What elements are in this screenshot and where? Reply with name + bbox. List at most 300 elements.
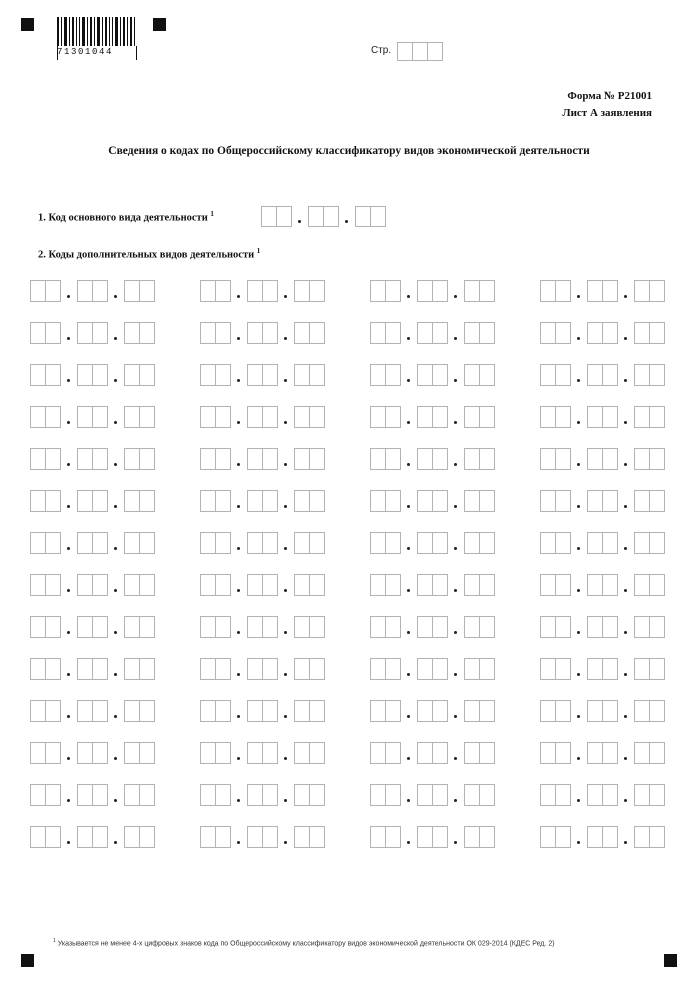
code-digit-cell[interactable]: [309, 322, 325, 344]
code-cell-group[interactable]: [587, 406, 617, 428]
code-digit-cell[interactable]: [370, 658, 386, 680]
code-digit-cell[interactable]: [262, 364, 278, 386]
code-cell-group[interactable]: [200, 490, 230, 512]
code-digit-cell[interactable]: [215, 406, 231, 428]
code-digit-cell[interactable]: [77, 406, 93, 428]
code-cell-group[interactable]: [30, 616, 60, 638]
code-cell-group[interactable]: [124, 784, 154, 806]
code-digit-cell[interactable]: [432, 826, 448, 848]
code-digit-cell[interactable]: [262, 322, 278, 344]
code-digit-cell[interactable]: [45, 490, 61, 512]
code-digit-cell[interactable]: [309, 364, 325, 386]
code-cell-group[interactable]: [540, 532, 570, 554]
code-cell-group[interactable]: [77, 364, 107, 386]
code-digit-cell[interactable]: [417, 532, 433, 554]
code-digit-cell[interactable]: [385, 364, 401, 386]
code-cell-group[interactable]: [77, 448, 107, 470]
code-digit-cell[interactable]: [649, 700, 665, 722]
code-digit-cell[interactable]: [92, 448, 108, 470]
code-cell-group[interactable]: [124, 448, 154, 470]
code-digit-cell[interactable]: [370, 532, 386, 554]
code-cell-group[interactable]: [464, 616, 494, 638]
code-cell-group[interactable]: [247, 406, 277, 428]
code-cell-group[interactable]: [30, 574, 60, 596]
code-digit-cell[interactable]: [555, 574, 571, 596]
code-cell-group[interactable]: [540, 574, 570, 596]
code-digit-cell[interactable]: [385, 406, 401, 428]
code-digit-cell[interactable]: [200, 280, 216, 302]
code-digit-cell[interactable]: [309, 826, 325, 848]
code-digit-cell[interactable]: [634, 448, 650, 470]
code-digit-cell[interactable]: [309, 406, 325, 428]
code-digit-cell[interactable]: [649, 364, 665, 386]
code-digit-cell[interactable]: [30, 826, 46, 848]
code-cell-group[interactable]: [200, 364, 230, 386]
code-digit-cell[interactable]: [385, 532, 401, 554]
code-cell-group[interactable]: [247, 574, 277, 596]
code-digit-cell[interactable]: [649, 448, 665, 470]
code-digit-cell[interactable]: [417, 280, 433, 302]
code-digit-cell[interactable]: [294, 490, 310, 512]
code-cell-group[interactable]: [124, 406, 154, 428]
code-digit-cell[interactable]: [540, 784, 556, 806]
additional-activity-code-field[interactable]: [200, 490, 370, 512]
code-digit-cell[interactable]: [77, 574, 93, 596]
code-digit-cell[interactable]: [649, 532, 665, 554]
code-cell-group[interactable]: [77, 322, 107, 344]
code-digit-cell[interactable]: [247, 322, 263, 344]
code-digit-cell[interactable]: [30, 700, 46, 722]
code-digit-cell[interactable]: [370, 574, 386, 596]
code-digit-cell[interactable]: [540, 448, 556, 470]
code-digit-cell[interactable]: [602, 322, 618, 344]
code-digit-cell[interactable]: [30, 280, 46, 302]
code-cell-group[interactable]: [370, 574, 400, 596]
code-digit-cell[interactable]: [215, 280, 231, 302]
code-cell-group[interactable]: [464, 784, 494, 806]
code-cell-group[interactable]: [634, 742, 664, 764]
code-digit-cell[interactable]: [262, 490, 278, 512]
code-digit-cell[interactable]: [370, 490, 386, 512]
additional-activity-code-field[interactable]: [200, 616, 370, 638]
code-digit-cell[interactable]: [649, 826, 665, 848]
additional-activity-code-field[interactable]: [30, 406, 200, 428]
code-digit-cell[interactable]: [45, 364, 61, 386]
code-digit-cell[interactable]: [309, 574, 325, 596]
code-cell-group[interactable]: [294, 364, 324, 386]
code-cell-group[interactable]: [294, 784, 324, 806]
code-digit-cell[interactable]: [200, 364, 216, 386]
code-cell-group[interactable]: [355, 206, 385, 227]
code-digit-cell[interactable]: [432, 784, 448, 806]
code-cell-group[interactable]: [30, 448, 60, 470]
code-digit-cell[interactable]: [77, 280, 93, 302]
code-digit-cell[interactable]: [92, 574, 108, 596]
code-cell-group[interactable]: [634, 406, 664, 428]
code-cell-group[interactable]: [634, 322, 664, 344]
code-digit-cell[interactable]: [540, 406, 556, 428]
additional-activity-code-field[interactable]: [370, 826, 540, 848]
code-digit-cell[interactable]: [587, 448, 603, 470]
code-cell-group[interactable]: [77, 658, 107, 680]
code-digit-cell[interactable]: [555, 532, 571, 554]
code-digit-cell[interactable]: [139, 574, 155, 596]
code-digit-cell[interactable]: [45, 742, 61, 764]
additional-activity-code-field[interactable]: [30, 574, 200, 596]
code-digit-cell[interactable]: [634, 826, 650, 848]
code-digit-cell[interactable]: [417, 658, 433, 680]
code-digit-cell[interactable]: [417, 616, 433, 638]
code-cell-group[interactable]: [540, 490, 570, 512]
code-cell-group[interactable]: [294, 742, 324, 764]
code-digit-cell[interactable]: [261, 206, 277, 227]
code-digit-cell[interactable]: [139, 616, 155, 638]
code-digit-cell[interactable]: [385, 574, 401, 596]
code-cell-group[interactable]: [370, 490, 400, 512]
code-digit-cell[interactable]: [262, 532, 278, 554]
code-digit-cell[interactable]: [634, 784, 650, 806]
code-cell-group[interactable]: [417, 742, 447, 764]
code-digit-cell[interactable]: [587, 364, 603, 386]
additional-activity-code-field[interactable]: [540, 700, 698, 722]
code-cell-group[interactable]: [540, 658, 570, 680]
code-cell-group[interactable]: [370, 448, 400, 470]
code-cell-group[interactable]: [464, 574, 494, 596]
code-digit-cell[interactable]: [385, 700, 401, 722]
code-cell-group[interactable]: [370, 826, 400, 848]
code-digit-cell[interactable]: [555, 322, 571, 344]
code-digit-cell[interactable]: [602, 616, 618, 638]
code-digit-cell[interactable]: [587, 658, 603, 680]
code-digit-cell[interactable]: [587, 574, 603, 596]
code-cell-group[interactable]: [77, 406, 107, 428]
code-digit-cell[interactable]: [139, 280, 155, 302]
code-cell-group[interactable]: [417, 322, 447, 344]
code-digit-cell[interactable]: [77, 364, 93, 386]
code-digit-cell[interactable]: [587, 322, 603, 344]
code-digit-cell[interactable]: [385, 490, 401, 512]
code-cell-group[interactable]: [587, 364, 617, 386]
code-digit-cell[interactable]: [649, 658, 665, 680]
code-digit-cell[interactable]: [200, 826, 216, 848]
additional-activity-code-field[interactable]: [200, 364, 370, 386]
code-digit-cell[interactable]: [555, 742, 571, 764]
code-cell-group[interactable]: [247, 784, 277, 806]
code-cell-group[interactable]: [124, 826, 154, 848]
code-digit-cell[interactable]: [540, 826, 556, 848]
code-digit-cell[interactable]: [309, 784, 325, 806]
code-digit-cell[interactable]: [200, 574, 216, 596]
code-digit-cell[interactable]: [139, 406, 155, 428]
code-digit-cell[interactable]: [30, 784, 46, 806]
code-digit-cell[interactable]: [634, 700, 650, 722]
code-digit-cell[interactable]: [294, 658, 310, 680]
code-digit-cell[interactable]: [385, 784, 401, 806]
code-digit-cell[interactable]: [479, 826, 495, 848]
code-cell-group[interactable]: [124, 364, 154, 386]
code-digit-cell[interactable]: [479, 742, 495, 764]
code-cell-group[interactable]: [247, 322, 277, 344]
additional-activity-code-field[interactable]: [200, 574, 370, 596]
code-cell-group[interactable]: [77, 280, 107, 302]
code-digit-cell[interactable]: [92, 280, 108, 302]
code-digit-cell[interactable]: [215, 700, 231, 722]
code-digit-cell[interactable]: [30, 448, 46, 470]
code-digit-cell[interactable]: [139, 322, 155, 344]
code-digit-cell[interactable]: [124, 742, 140, 764]
code-cell-group[interactable]: [587, 616, 617, 638]
code-digit-cell[interactable]: [262, 574, 278, 596]
code-digit-cell[interactable]: [309, 742, 325, 764]
code-digit-cell[interactable]: [215, 784, 231, 806]
code-cell-group[interactable]: [370, 322, 400, 344]
code-digit-cell[interactable]: [139, 700, 155, 722]
code-digit-cell[interactable]: [262, 448, 278, 470]
code-cell-group[interactable]: [540, 406, 570, 428]
code-digit-cell[interactable]: [370, 448, 386, 470]
code-cell-group[interactable]: [124, 742, 154, 764]
code-cell-group[interactable]: [200, 784, 230, 806]
code-digit-cell[interactable]: [370, 784, 386, 806]
code-cell-group[interactable]: [124, 280, 154, 302]
code-digit-cell[interactable]: [30, 532, 46, 554]
code-digit-cell[interactable]: [649, 574, 665, 596]
code-cell-group[interactable]: [294, 280, 324, 302]
code-cell-group[interactable]: [77, 742, 107, 764]
code-cell-group[interactable]: [464, 322, 494, 344]
code-digit-cell[interactable]: [634, 322, 650, 344]
code-cell-group[interactable]: [634, 532, 664, 554]
code-digit-cell[interactable]: [200, 658, 216, 680]
code-digit-cell[interactable]: [602, 574, 618, 596]
code-digit-cell[interactable]: [30, 490, 46, 512]
code-digit-cell[interactable]: [323, 206, 339, 227]
code-digit-cell[interactable]: [124, 280, 140, 302]
code-cell-group[interactable]: [634, 658, 664, 680]
code-cell-group[interactable]: [200, 280, 230, 302]
code-digit-cell[interactable]: [247, 784, 263, 806]
code-digit-cell[interactable]: [385, 658, 401, 680]
code-digit-cell[interactable]: [464, 532, 480, 554]
code-digit-cell[interactable]: [649, 406, 665, 428]
additional-activity-code-field[interactable]: [200, 448, 370, 470]
code-digit-cell[interactable]: [139, 490, 155, 512]
code-digit-cell[interactable]: [385, 826, 401, 848]
code-digit-cell[interactable]: [92, 700, 108, 722]
additional-activity-code-field[interactable]: [200, 322, 370, 344]
code-digit-cell[interactable]: [309, 490, 325, 512]
code-digit-cell[interactable]: [479, 280, 495, 302]
code-cell-group[interactable]: [200, 448, 230, 470]
code-cell-group[interactable]: [200, 616, 230, 638]
additional-activity-code-field[interactable]: [540, 532, 698, 554]
code-cell-group[interactable]: [587, 784, 617, 806]
additional-activity-code-field[interactable]: [540, 280, 698, 302]
code-digit-cell[interactable]: [215, 532, 231, 554]
code-digit-cell[interactable]: [309, 700, 325, 722]
code-digit-cell[interactable]: [587, 532, 603, 554]
code-digit-cell[interactable]: [540, 616, 556, 638]
code-digit-cell[interactable]: [124, 532, 140, 554]
code-digit-cell[interactable]: [294, 406, 310, 428]
code-digit-cell[interactable]: [385, 280, 401, 302]
code-cell-group[interactable]: [464, 700, 494, 722]
code-digit-cell[interactable]: [479, 658, 495, 680]
code-digit-cell[interactable]: [479, 574, 495, 596]
code-cell-group[interactable]: [200, 826, 230, 848]
code-digit-cell[interactable]: [385, 742, 401, 764]
code-digit-cell[interactable]: [417, 784, 433, 806]
code-cell-group[interactable]: [417, 700, 447, 722]
code-digit-cell[interactable]: [294, 616, 310, 638]
code-cell-group[interactable]: [124, 532, 154, 554]
code-digit-cell[interactable]: [200, 448, 216, 470]
code-cell-group[interactable]: [200, 742, 230, 764]
code-digit-cell[interactable]: [77, 322, 93, 344]
code-digit-cell[interactable]: [45, 322, 61, 344]
code-digit-cell[interactable]: [200, 784, 216, 806]
code-digit-cell[interactable]: [124, 826, 140, 848]
code-cell-group[interactable]: [540, 448, 570, 470]
code-cell-group[interactable]: [30, 658, 60, 680]
code-digit-cell[interactable]: [602, 406, 618, 428]
code-cell-group[interactable]: [294, 658, 324, 680]
code-digit-cell[interactable]: [77, 700, 93, 722]
code-digit-cell[interactable]: [215, 322, 231, 344]
code-digit-cell[interactable]: [634, 490, 650, 512]
code-digit-cell[interactable]: [555, 700, 571, 722]
code-digit-cell[interactable]: [555, 280, 571, 302]
code-digit-cell[interactable]: [649, 322, 665, 344]
code-cell-group[interactable]: [124, 616, 154, 638]
code-digit-cell[interactable]: [139, 826, 155, 848]
code-digit-cell[interactable]: [77, 448, 93, 470]
code-digit-cell[interactable]: [45, 826, 61, 848]
code-digit-cell[interactable]: [634, 574, 650, 596]
code-digit-cell[interactable]: [139, 364, 155, 386]
code-digit-cell[interactable]: [370, 406, 386, 428]
code-digit-cell[interactable]: [92, 784, 108, 806]
code-digit-cell[interactable]: [417, 574, 433, 596]
code-digit-cell[interactable]: [555, 490, 571, 512]
code-cell-group[interactable]: [294, 406, 324, 428]
additional-activity-code-field[interactable]: [30, 490, 200, 512]
code-cell-group[interactable]: [634, 616, 664, 638]
code-cell-group[interactable]: [417, 658, 447, 680]
code-digit-cell[interactable]: [432, 658, 448, 680]
code-digit-cell[interactable]: [417, 700, 433, 722]
code-digit-cell[interactable]: [370, 700, 386, 722]
code-digit-cell[interactable]: [417, 742, 433, 764]
additional-activity-code-field[interactable]: [370, 322, 540, 344]
code-cell-group[interactable]: [370, 364, 400, 386]
code-digit-cell[interactable]: [417, 406, 433, 428]
code-cell-group[interactable]: [540, 616, 570, 638]
code-digit-cell[interactable]: [139, 448, 155, 470]
code-cell-group[interactable]: [247, 280, 277, 302]
code-digit-cell[interactable]: [540, 280, 556, 302]
code-digit-cell[interactable]: [200, 322, 216, 344]
code-cell-group[interactable]: [30, 742, 60, 764]
code-digit-cell[interactable]: [464, 784, 480, 806]
code-cell-group[interactable]: [634, 826, 664, 848]
code-digit-cell[interactable]: [309, 280, 325, 302]
page-digit-cell[interactable]: [412, 42, 428, 61]
code-cell-group[interactable]: [587, 448, 617, 470]
code-digit-cell[interactable]: [432, 700, 448, 722]
code-digit-cell[interactable]: [294, 448, 310, 470]
code-digit-cell[interactable]: [45, 574, 61, 596]
code-cell-group[interactable]: [540, 742, 570, 764]
code-digit-cell[interactable]: [200, 742, 216, 764]
code-cell-group[interactable]: [540, 280, 570, 302]
code-cell-group[interactable]: [370, 616, 400, 638]
code-cell-group[interactable]: [634, 280, 664, 302]
code-digit-cell[interactable]: [540, 322, 556, 344]
code-digit-cell[interactable]: [432, 532, 448, 554]
additional-activity-code-field[interactable]: [30, 742, 200, 764]
code-digit-cell[interactable]: [45, 658, 61, 680]
additional-activity-code-field[interactable]: [200, 532, 370, 554]
code-cell-group[interactable]: [417, 616, 447, 638]
code-digit-cell[interactable]: [30, 322, 46, 344]
code-digit-cell[interactable]: [540, 532, 556, 554]
code-cell-group[interactable]: [587, 826, 617, 848]
code-digit-cell[interactable]: [139, 784, 155, 806]
code-digit-cell[interactable]: [247, 700, 263, 722]
page-digit-cell[interactable]: [427, 42, 443, 61]
code-digit-cell[interactable]: [124, 700, 140, 722]
additional-activity-code-field[interactable]: [30, 532, 200, 554]
code-cell-group[interactable]: [200, 322, 230, 344]
additional-activity-code-field[interactable]: [540, 448, 698, 470]
code-digit-cell[interactable]: [215, 616, 231, 638]
code-digit-cell[interactable]: [385, 616, 401, 638]
code-digit-cell[interactable]: [417, 826, 433, 848]
code-digit-cell[interactable]: [200, 700, 216, 722]
code-digit-cell[interactable]: [276, 206, 292, 227]
code-digit-cell[interactable]: [139, 742, 155, 764]
code-cell-group[interactable]: [587, 658, 617, 680]
code-digit-cell[interactable]: [540, 364, 556, 386]
code-cell-group[interactable]: [30, 700, 60, 722]
code-digit-cell[interactable]: [124, 616, 140, 638]
code-cell-group[interactable]: [77, 490, 107, 512]
code-digit-cell[interactable]: [294, 532, 310, 554]
code-digit-cell[interactable]: [294, 742, 310, 764]
code-digit-cell[interactable]: [555, 826, 571, 848]
code-digit-cell[interactable]: [139, 532, 155, 554]
page-number-field[interactable]: [397, 42, 442, 61]
code-digit-cell[interactable]: [262, 742, 278, 764]
code-digit-cell[interactable]: [370, 280, 386, 302]
code-cell-group[interactable]: [30, 826, 60, 848]
code-cell-group[interactable]: [417, 490, 447, 512]
code-digit-cell[interactable]: [479, 364, 495, 386]
code-digit-cell[interactable]: [540, 574, 556, 596]
code-cell-group[interactable]: [370, 406, 400, 428]
main-activity-code-field[interactable]: [261, 206, 385, 227]
code-cell-group[interactable]: [464, 406, 494, 428]
code-digit-cell[interactable]: [124, 448, 140, 470]
code-digit-cell[interactable]: [92, 742, 108, 764]
code-cell-group[interactable]: [587, 532, 617, 554]
additional-activity-code-field[interactable]: [370, 490, 540, 512]
code-digit-cell[interactable]: [262, 280, 278, 302]
code-digit-cell[interactable]: [124, 322, 140, 344]
code-digit-cell[interactable]: [92, 616, 108, 638]
additional-activity-code-field[interactable]: [540, 658, 698, 680]
